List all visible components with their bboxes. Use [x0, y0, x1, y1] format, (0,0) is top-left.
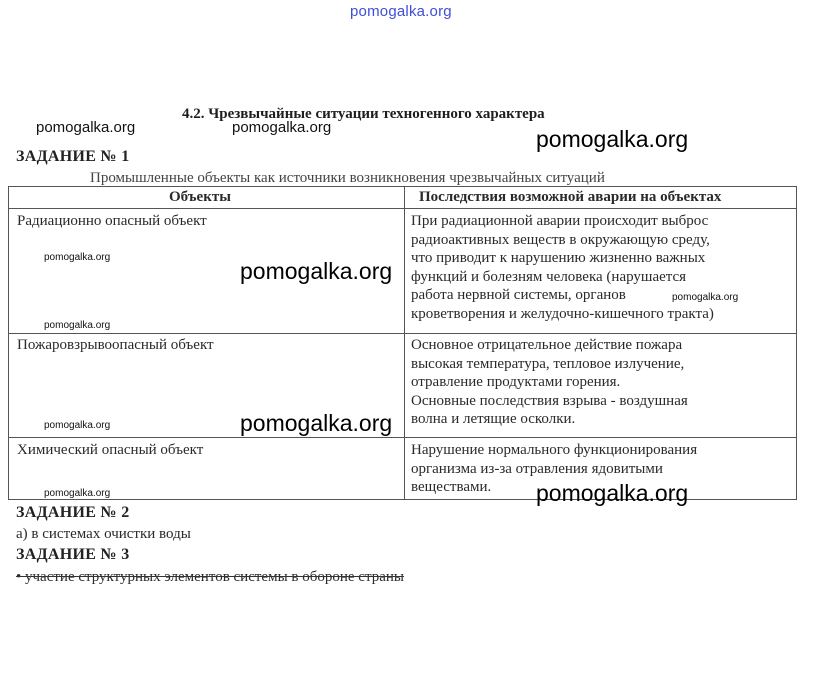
- watermark: pomogalka.org: [44, 252, 111, 263]
- table-caption: Промышленные объекты как источники возникновения чрезвычайных ситуаций: [90, 170, 605, 186]
- task2-heading: ЗАДАНИЕ № 2: [16, 504, 130, 521]
- table-row-consequences: Нарушение нормального функционирования организма из-за отравления ядовитыми веществами.: [411, 442, 698, 496]
- watermark: pomogalka.org: [44, 488, 111, 499]
- task3-answer: • участие структурных элементов системы в обороне страны: [16, 569, 404, 585]
- table-row-object: Химический опасный объект: [17, 442, 204, 458]
- task1-heading: ЗАДАНИЕ № 1: [16, 148, 130, 165]
- watermark: pomogalka.org: [232, 119, 332, 136]
- watermark: pomogalka.org: [536, 126, 689, 152]
- watermark: pomogalka.org: [44, 320, 111, 331]
- table-row-consequences: При радиационной аварии происходит выброс радиоактивных веществ в окружающую среду, что приводит к нарушению жизненно важных функций и болезням человека (нарушается работа нервной системы, органов кроветворения и желудочно-кишечного тракта): [411, 213, 714, 322]
- watermark: pomogalka.org: [240, 410, 393, 436]
- section-title: 4.2. Чрезвычайные ситуации техногенного характера: [182, 106, 545, 122]
- watermark: pomogalka.org: [672, 292, 739, 303]
- watermark: pomogalka.org: [44, 420, 111, 431]
- consequences-table: [8, 186, 797, 500]
- column-header-objects: Объекты: [169, 189, 231, 205]
- column-header-consequences: Последствия возможной аварии на объектах: [419, 189, 722, 205]
- table-row-consequences: Основное отрицательное действие пожара высокая температура, тепловое излучение, отравление продуктами горения. Основные последствия взрыва - воздушная волна и летящие осколки.: [411, 337, 688, 428]
- task3-heading: ЗАДАНИЕ № 3: [16, 546, 130, 563]
- table-row-object: Радиационно опасный объект: [17, 213, 207, 229]
- watermark: pomogalka.org: [240, 258, 393, 284]
- site-watermark-top: pomogalka.org: [350, 3, 452, 20]
- watermark: pomogalka.org: [36, 119, 136, 136]
- watermark: pomogalka.org: [536, 480, 689, 506]
- table-row-object: Пожаровзрывоопасный объект: [17, 337, 214, 353]
- task2-answer: а) в системах очистки воды: [16, 526, 191, 542]
